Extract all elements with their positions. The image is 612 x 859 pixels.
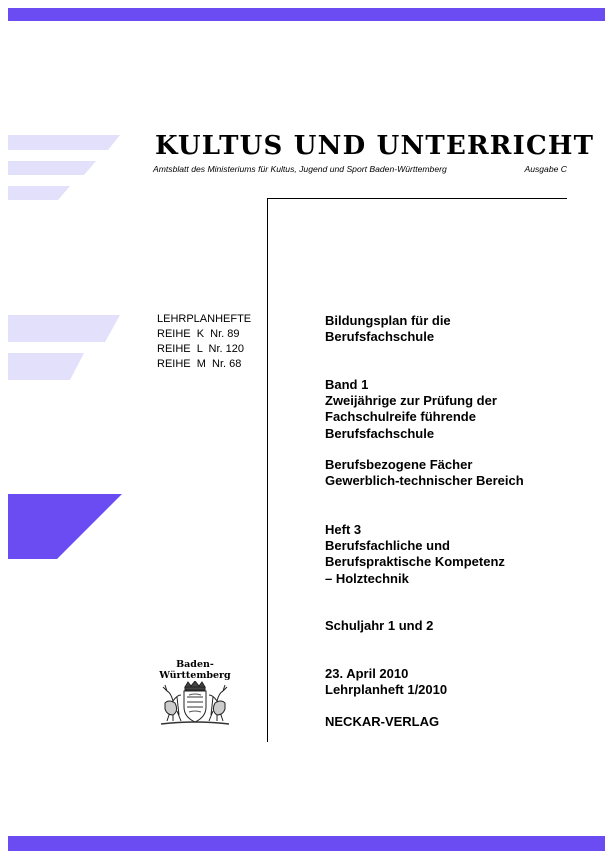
bottom-color-bar (8, 836, 605, 851)
band-line: Zweijährige zur Prüfung der (325, 393, 497, 409)
purple-triangle-shape (8, 494, 122, 559)
band-line: Band 1 (325, 377, 369, 392)
series-line: REIHE K Nr. 89 (157, 328, 240, 340)
heft-line: Berufsfachliche und (325, 538, 450, 554)
stripe-shape (8, 353, 84, 380)
state-crest (155, 659, 235, 729)
faecher-line: Berufsbezogene Fächer (325, 457, 473, 472)
faecher-line: Gewerblich-technischer Bereich (325, 473, 524, 489)
heft-line: Heft 3 (325, 522, 362, 537)
faecher-block (325, 457, 524, 489)
publisher (325, 714, 439, 730)
decorative-purple-shape (0, 494, 130, 562)
masthead-title: KULTUS UND UNTERRICHT (155, 131, 595, 161)
date-block (325, 666, 447, 698)
series-line: REIHE L Nr. 120 (157, 343, 245, 355)
heft-line: Berufspraktische Kompetenz (325, 554, 505, 570)
series-line: REIHE M Nr. 68 (157, 358, 242, 370)
date-line: Lehrplanheft 1/2010 (325, 682, 448, 698)
top-color-bar (8, 8, 605, 21)
heft-block (325, 522, 505, 587)
heft-line: – Holztechnik (325, 570, 409, 586)
vertical-divider (267, 198, 268, 742)
band-line: Fachschulreife führende (325, 409, 476, 425)
crest-title-line: Baden- (176, 659, 214, 670)
band-line: Berufsfachschule (325, 425, 435, 441)
subtitle-text: Amtsblatt des Ministeriums für Kultus, Jugend und Sport Baden-Württemberg (153, 164, 447, 174)
horizontal-divider (267, 198, 567, 199)
stripe-shape (8, 315, 120, 342)
schuljahr (325, 618, 433, 634)
decorative-stripes-middle (0, 312, 130, 384)
crest-title-line: Württemberg (159, 670, 231, 681)
stripe-shape (8, 186, 70, 200)
plan-title (325, 313, 451, 345)
plan-title-line: Bildungsplan für die (325, 313, 451, 328)
crest-title (155, 659, 235, 681)
edition-label: Ausgabe C (524, 164, 567, 174)
stripe-shape (8, 161, 96, 175)
series-info (157, 312, 251, 372)
date-line: 23. April 2010 (325, 666, 409, 681)
plan-title-line: Berufsfachschule (325, 329, 435, 345)
decorative-stripes-top (0, 130, 130, 205)
stripe-shape (8, 135, 120, 150)
band-block (325, 377, 497, 442)
series-label: LEHRPLANHEFTE (157, 313, 252, 325)
coat-of-arms-icon (155, 681, 235, 727)
masthead-subtitle (153, 164, 567, 174)
publisher-line: NECKAR-VERLAG (325, 714, 440, 729)
schuljahr-line: Schuljahr 1 und 2 (325, 618, 434, 633)
